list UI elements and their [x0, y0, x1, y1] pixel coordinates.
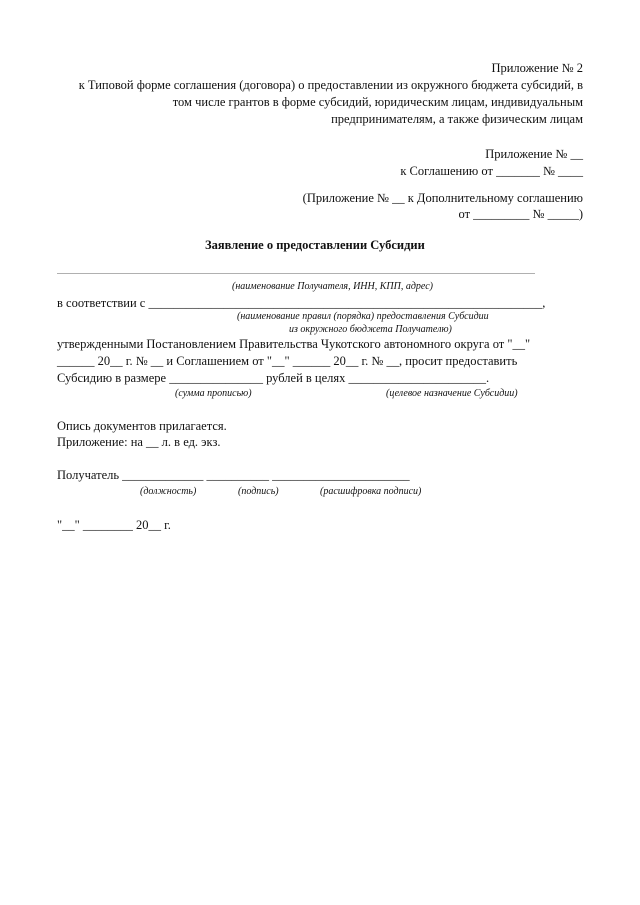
annex-agreement-ref: к Соглашению от _______ № ____ — [400, 164, 583, 178]
header-line-2: к Типовой форме соглашения (договора) о предоставлении из окружного бюджета субсидий, в — [78, 78, 583, 92]
recipient-field-line — [57, 273, 535, 274]
header-annex-number: Приложение № 2 — [491, 61, 583, 75]
annex-number: Приложение № __ — [485, 147, 583, 161]
rules-note-line-2: из окружного бюджета Получателю) — [289, 324, 452, 335]
approved-line-2: ______ 20__ г. № __ и Соглашением от "__" ______ 20__ г. № __, просит предоставить — [57, 354, 518, 368]
attachments-inventory: Опись документов прилагается. — [57, 419, 227, 433]
attachments-count: Приложение: на __ л. в ед. экз. — [57, 435, 221, 449]
recipient-field-note: (наименование Получателя, ИНН, КПП, адрес) — [232, 281, 433, 292]
amount-in-words-note: (сумма прописью) — [175, 388, 252, 399]
supplement-annex-number: (Приложение № __ к Дополнительному соглашению — [302, 191, 583, 205]
position-note: (должность) — [140, 486, 197, 497]
subsidy-purpose-note: (целевое назначение Субсидии) — [386, 388, 518, 399]
accordance-line: в соответствии с _______________________________________________________________, — [57, 296, 546, 310]
supplement-agreement-ref: от _________ № _____) — [458, 207, 583, 221]
document-title: Заявление о предоставлении Субсидии — [205, 238, 425, 252]
date-line: "__" ________ 20__ г. — [57, 518, 171, 532]
rules-note-line-1: (наименование правил (порядка) предоставления Субсидии — [237, 311, 489, 322]
header-line-4: предпринимателям, а также физическим лицам — [331, 112, 583, 126]
signature-note: (подпись) — [238, 486, 279, 497]
header-line-3: том числе грантов в форме субсидий, юридическим лицам, индивидуальным — [172, 95, 583, 109]
approved-line-1: утвержденными Постановлением Правительства Чукотского автономного округа от "__" — [57, 337, 531, 351]
subsidy-amount-line: Субсидию в размере _______________ рублей в целях ______________________. — [57, 371, 490, 385]
signature-line: Получатель _____________ __________ ______________________ — [57, 468, 410, 482]
signature-decoding-note: (расшифровка подписи) — [320, 486, 422, 497]
